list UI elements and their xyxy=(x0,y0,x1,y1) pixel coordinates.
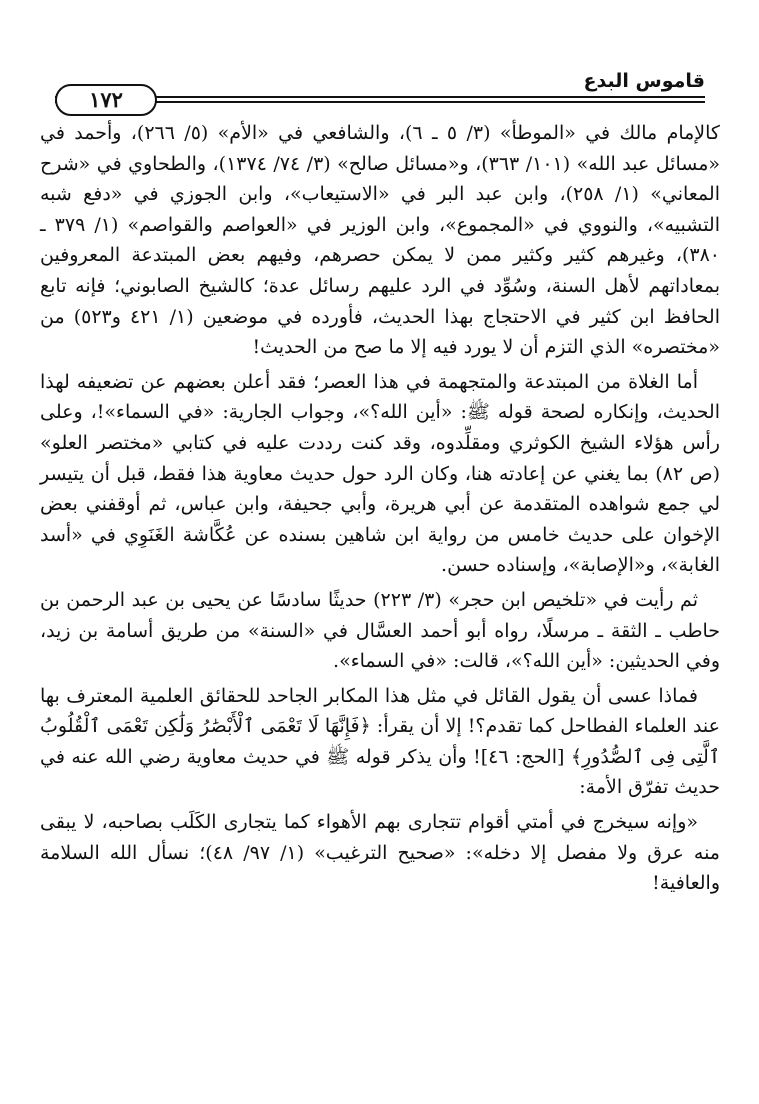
page-body xyxy=(40,118,720,903)
book-title: قاموس البدع xyxy=(583,70,705,92)
page-header xyxy=(55,62,705,110)
paragraph-2: أما الغلاة من المبتدعة والمتجهمة في هذا العصر؛ فقد أعلن بعضهم عن تضعيفه لهذا الحديث، وإنكاره لصحة قوله ﷺ: «أين الله؟»، وجواب الجارية: «في السماء»!، وعلى رأس هؤلاء الشيخ الكوثري ومقلِّدوه، وقد كنت رددت عليه في كتابي «مختصر العلو» (ص ٨٢) بما يغني عن إعادته هنا، وكان الرد حول حديث معاوية هذا فقط، قبل أن يتيسر لي جمع شواهده المتقدمة عن أبي هريرة، وأبي جحيفة، وابن عباس، ثم أوقفني بعض الإخوان على حديث خامس من رواية ابن شاهين بسنده عن عُكَّاشة الغَنَوِي في «أسد الغابة»، و«الإصابة»، وإسناده حسن. xyxy=(40,370,720,577)
page-number: ١٧٢ xyxy=(55,84,157,116)
paragraph-5: «وإنه سيخرج في أمتي أقوام تتجارى بهم الأهواء كما يتجارى الكَلَب بصاحبه، لا يبقى منه عرق ولا مفصل إلا دخله»: «صحيح الترغيب» (١/ ٩٧/ ٤٨)؛ نسأل الله السلامة والعافية! xyxy=(40,811,720,895)
paragraph-1: كالإمام مالك في «الموطأ» (٣/ ٥ ـ ٦)، والشافعي في «الأم» (٥/ ٢٦٦)، وأحمد في «مسائل عبد الله» (١٠١/ ٣٦٣)، و«مسائل صالح» (٣/ ٧٤/ ١٣٧٤)، والطحاوي في «شرح المعاني» (١/ ٢٥٨)، وابن عبد البر في «الاستيعاب»، وابن الجوزي في «دفع شبه التشبيه»، والنووي في «المجموع»، وابن الوزير في «العواصم والقواصم» (١/ ٣٧٩ ـ ٣٨٠)، وغيرهم كثير وكثير ممن لا يمكن حصرهم، وفيهم بعض المبتدعة المعروفين بمعاداتهم لأهل السنة، وسُوِّد في الرد عليهم رسائل عدة؛ كالشيخ الصابوني؛ فإنه تابع الحافظ ابن كثير في الاحتجاج بهذا الحديث، فأورده في موضعين (١/ ٤٢١ و٥٢٣) من «مختصره» الذي التزم أن لا يورد فيه إلا ما صح من الحديث! xyxy=(40,122,720,359)
paragraph-4: فماذا عسى أن يقول القائل في مثل هذا المكابر الجاحد للحقائق العلمية المعترف بها عند العلماء الفطاحل كما تقدم؟! إلا أن يقرأ: ﴿فَإِنَّهَا لَا تَعْمَى ٱلْأَبْصَٰرُ وَلَٰكِن تَعْمَى ٱلْقُلُوبُ ٱلَّتِى فِى ٱلصُّدُورِ﴾ [الحج: ٤٦]! وأن يذكر قوله ﷺ في حديث معاوية رضي الله عنه في حديث تفرّق الأمة: xyxy=(40,684,720,799)
paragraph-3: ثم رأيت في «تلخيص ابن حجر» (٣/ ٢٢٣) حديثًا سادسًا عن يحيى بن عبد الرحمن بن حاطب ـ الثقة ـ مرسلًا، رواه أبو أحمد العسَّال في «السنة» من طريق أسامة بن زيد، وفي الحديثين: «أين الله؟»، قالت: «في السماء». xyxy=(40,588,720,673)
